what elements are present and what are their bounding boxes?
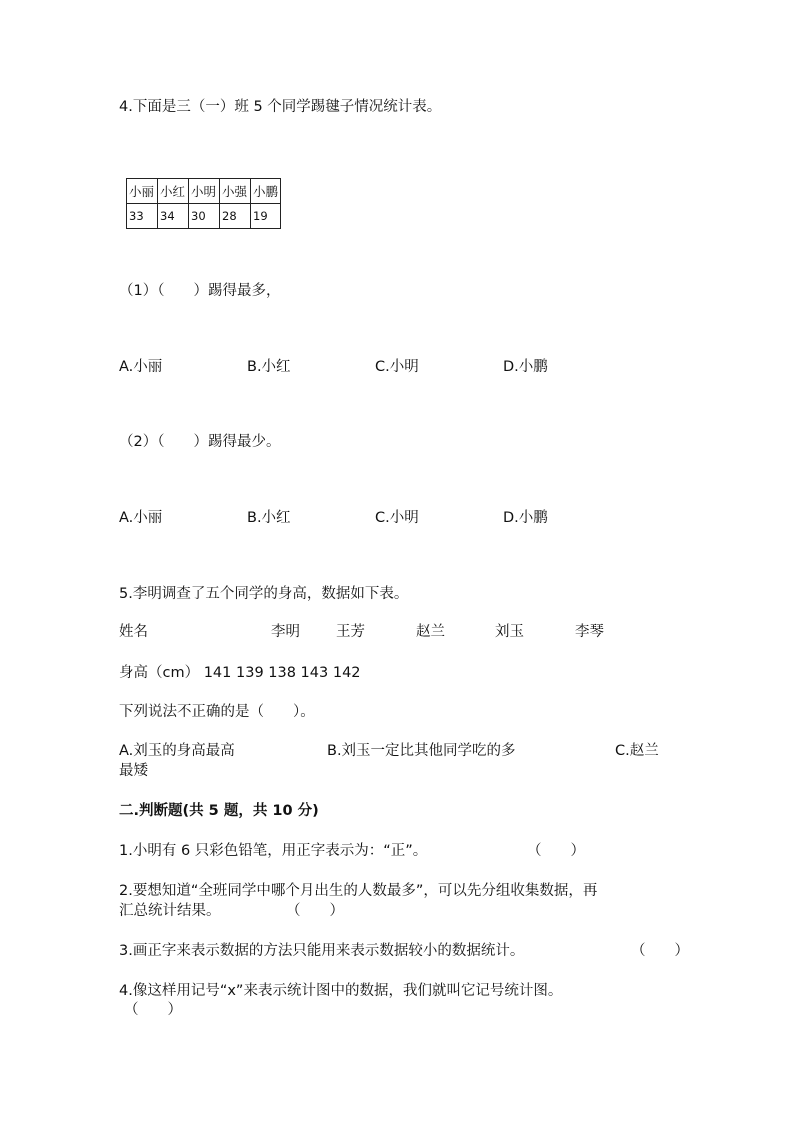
option-b[interactable]: B.小红 (247, 510, 291, 526)
kicks-table-value-row (127, 204, 281, 229)
option-d[interactable]: D.小鹏 (503, 359, 548, 375)
kicks-count-cell: 19 (251, 204, 281, 229)
q4-sub1-text: （1）（ ）踢得最多， (119, 283, 281, 299)
kicks-name-cell: 小强 (220, 179, 251, 204)
option-c[interactable]: C.小明 (375, 359, 419, 375)
kicks-name-cell: 小鹏 (251, 179, 281, 204)
q5-name-row (119, 622, 639, 642)
kicks-table-header-row (127, 179, 281, 204)
answer-bracket[interactable]: （ ） (631, 943, 689, 959)
student-name: 李琴 (575, 624, 604, 640)
q4-sub1-options (119, 357, 639, 377)
option-d[interactable]: D.小鹏 (503, 510, 548, 526)
name-label: 姓名 (119, 624, 148, 640)
kicks-name-cell: 小红 (158, 179, 189, 204)
q4-sub2-text: （2）（ ）踢得最少。 (119, 434, 281, 450)
q5-options (119, 741, 679, 761)
student-name: 李明 (271, 624, 300, 640)
kicks-table (126, 178, 281, 229)
section2-heading: 二.判断题(共 5 题，共 10 分) (119, 803, 319, 819)
q5-title: 5.李明调查了五个同学的身高，数据如下表。 (119, 586, 409, 602)
q4-sub2-options (119, 508, 639, 528)
kicks-name-cell: 小明 (189, 179, 220, 204)
option-a[interactable]: A.小丽 (119, 510, 163, 526)
kicks-count-cell: 30 (189, 204, 220, 229)
kicks-count-cell: 34 (158, 204, 189, 229)
option-c-wrap: 最矮 (119, 763, 148, 779)
judge-item-3-text: 3.画正字来表示数据的方法只能用来表示数据较小的数据统计。 (119, 943, 525, 959)
option-b[interactable]: B.小红 (247, 359, 291, 375)
student-name: 刘玉 (495, 624, 524, 640)
option-c[interactable]: C.赵兰 (615, 743, 659, 759)
answer-bracket[interactable]: （ ） (124, 1002, 182, 1018)
student-name: 赵兰 (416, 624, 445, 640)
option-b[interactable]: B.刘玉一定比其他同学吃的多 (327, 743, 516, 759)
option-c[interactable]: C.小明 (375, 510, 419, 526)
option-a[interactable]: A.小丽 (119, 359, 163, 375)
kicks-count-cell: 28 (220, 204, 251, 229)
answer-bracket[interactable]: （ ） (527, 843, 585, 859)
option-a[interactable]: A.刘玉的身高最高 (119, 743, 235, 759)
answer-bracket[interactable]: （ ） (286, 903, 344, 919)
kicks-count-cell: 33 (127, 204, 158, 229)
judge-item-2-text: 2.要想知道“全班同学中哪个月出生的人数最多”，可以先分组收集数据，再 (119, 883, 598, 899)
q4-title: 4.下面是三（一）班 5 个同学踢毽子情况统计表。 (119, 99, 442, 115)
judge-item-4-text: 4.像这样用记号“x”来表示统计图中的数据，我们就叫它记号统计图。 (119, 983, 563, 999)
judge-item-1-text: 1.小明有 6 只彩色铅笔，用正字表示为：“正”。 (119, 843, 428, 859)
q5-question: 下列说法不正确的是（ ）。 (119, 704, 315, 720)
kicks-name-cell: 小丽 (127, 179, 158, 204)
student-name: 王芳 (336, 624, 365, 640)
q5-height-row: 身高（cm） 141 139 138 143 142 (119, 665, 361, 681)
judge-item-2-line2: 汇总统计结果。 (119, 903, 221, 919)
